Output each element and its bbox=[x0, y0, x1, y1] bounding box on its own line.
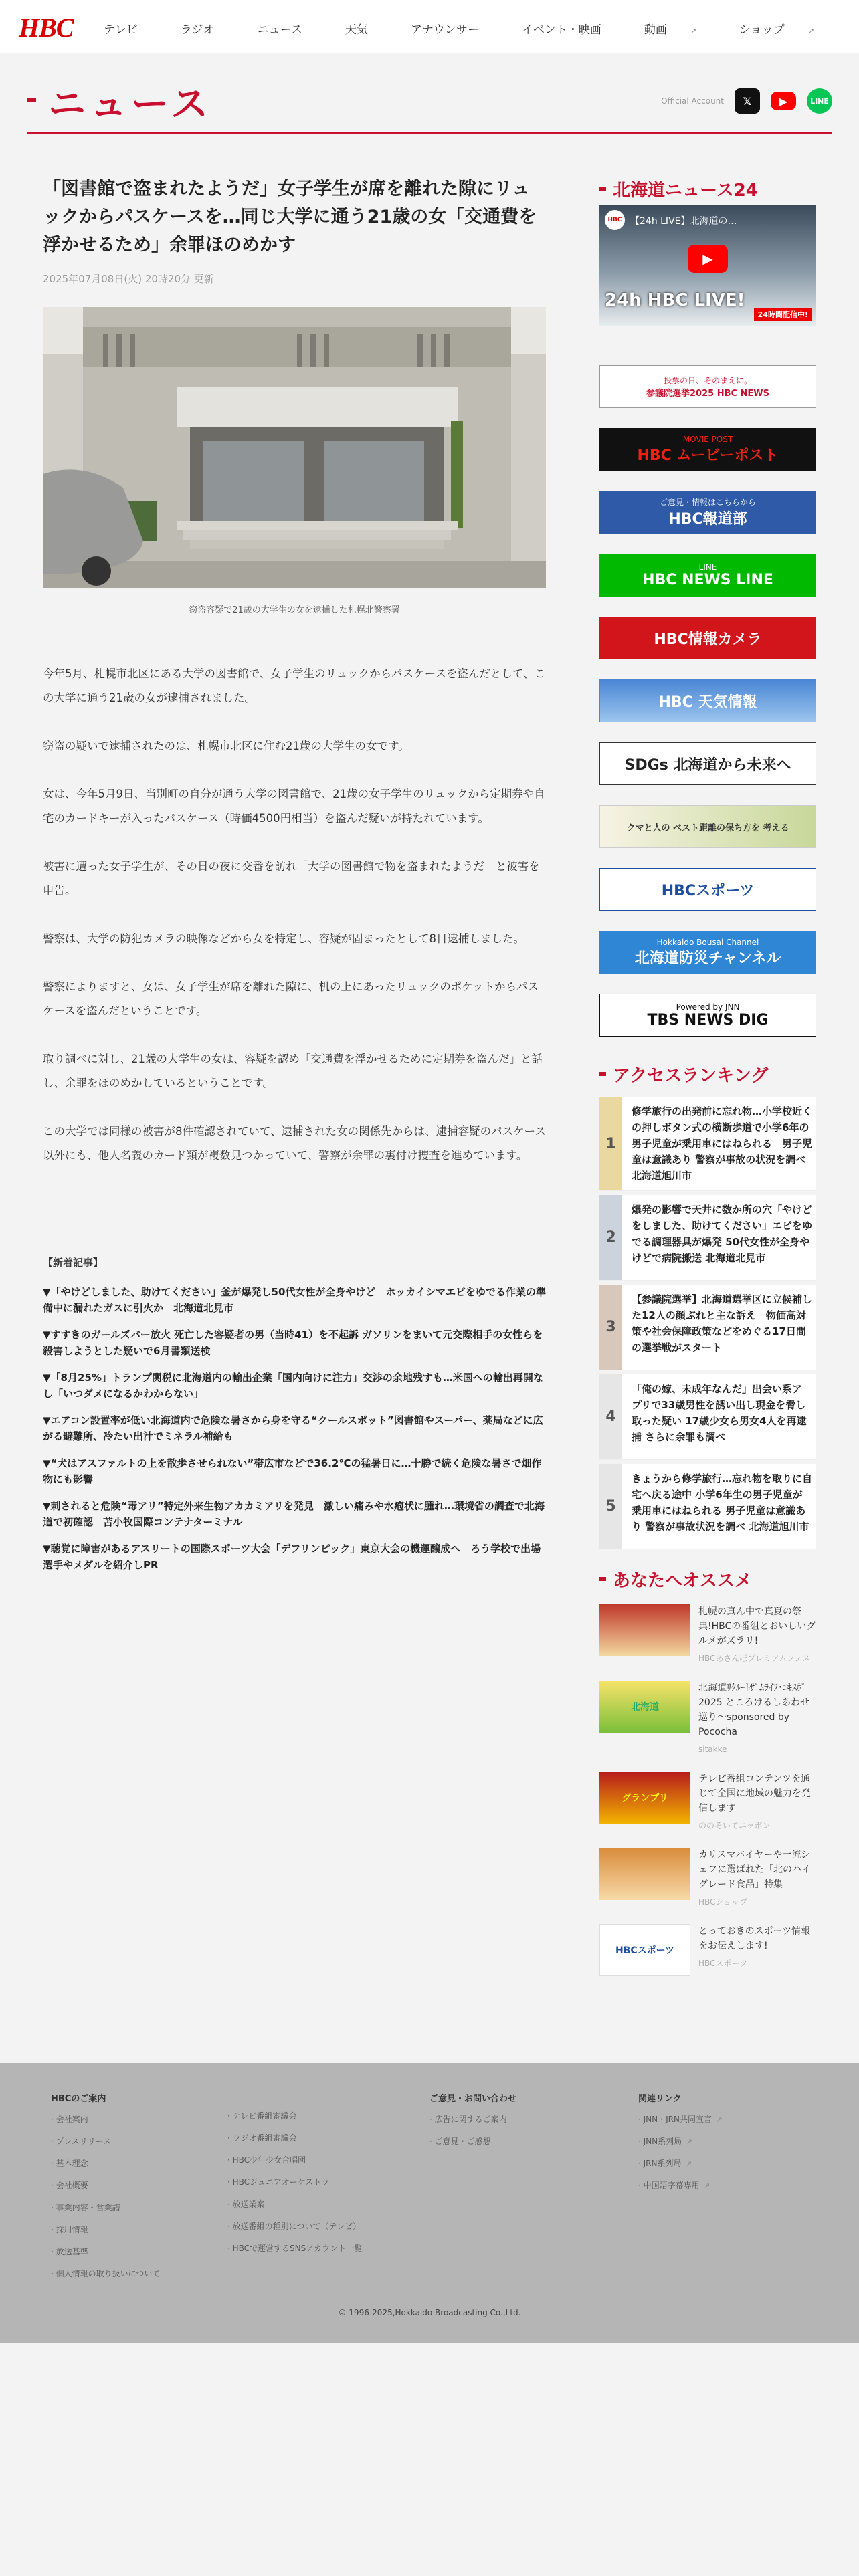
ranking-title: 爆発の影響で天井に数か所の穴「やけどをしました、助けてください」エビをゆでる調理器具が爆発 50代女性が全身やけどで病院搬送 北海道北見市 bbox=[632, 1204, 813, 1264]
ranking-title: きょうから修学旅行…忘れ物を取りに自宅へ戻る途中 小学6年生の男子児童が乗用車にはねられる 男子児童は意識あり 警察が事故状況を調べ 北海道旭川市 bbox=[632, 1473, 813, 1533]
nav-label: テレビ bbox=[104, 23, 138, 37]
banner-sub: ご意見・情報はこちらから bbox=[659, 498, 756, 507]
footer-link-label: 基本理念 bbox=[56, 2159, 88, 2168]
police-station-image bbox=[43, 307, 546, 588]
live-video-thumbnail[interactable] bbox=[599, 205, 816, 326]
footer-link[interactable]: · HBCで運営するSNSアカウント一覧 bbox=[227, 2244, 363, 2253]
nav-item[interactable] bbox=[258, 20, 324, 37]
recommend-title: 札幌の真ん中で真夏の祭典!HBCの番組とおいしいグルメがズラリ! bbox=[698, 1606, 816, 1646]
sidebar-banner[interactable] bbox=[599, 931, 816, 974]
recommend-text bbox=[690, 1924, 816, 1976]
article-paragraph: この大学では同様の被害が8件確認されていて、逮捕された女の関係先からは、逮捕容疑のパスケース以外にも、他人名義のカード類が複数見つかっていて、警察が余罪の裏付け捜査を進めています。 bbox=[43, 1125, 546, 1162]
external-link-icon: ↗ bbox=[807, 27, 814, 35]
official-accounts bbox=[661, 88, 832, 114]
article-paragraph: 女は、今年5月9日、当別町の自分が通う大学の図書館で、21歳の女子学生のリュックから定期券や自宅のカードキーが入ったパスケース（時価4500円相当）を盗んだ疑いが持たれています。 bbox=[43, 788, 545, 825]
banner-sub: 投票の日、そのまえに。 bbox=[663, 376, 752, 385]
recommend-thumbnail bbox=[599, 1848, 690, 1900]
sidebar-banner[interactable] bbox=[599, 742, 816, 785]
recommend-thumbnail bbox=[599, 1681, 690, 1733]
hbc-logo[interactable]: HBC bbox=[19, 13, 74, 43]
channel-avatar: HBC bbox=[605, 210, 625, 230]
article-paragraph: 警察は、大学の防犯カメラの映像などから女を特定し、容疑が固まったとして8日逮捕しました。 bbox=[43, 932, 524, 945]
footer-link-label: 放送番組の種別について（テレビ） bbox=[232, 2222, 361, 2231]
thumbnail-label: グランプリ bbox=[622, 1793, 668, 1804]
footer-link-label: JNN系列局 bbox=[643, 2137, 682, 2146]
article-date: 2025年07月08日(火) 20時20分 更新 bbox=[43, 273, 214, 285]
recommend-thumbnail bbox=[599, 1772, 690, 1824]
footer-link[interactable]: · テレビ番組審議会 bbox=[227, 2111, 297, 2121]
thumbnail-label: 北海道 bbox=[631, 1702, 659, 1713]
footer-link-label: 採用情報 bbox=[56, 2225, 88, 2234]
banner-sub: Hokkaido Bousai Channel bbox=[656, 937, 759, 947]
sidebar-banner[interactable] bbox=[599, 617, 816, 659]
banner-sub: Powered by JNN bbox=[676, 1002, 740, 1012]
external-link-icon: ↗ bbox=[690, 27, 697, 35]
article-body bbox=[43, 662, 546, 1168]
nav-item[interactable] bbox=[411, 20, 500, 37]
sidebar-banner[interactable] bbox=[599, 679, 816, 722]
banner-sub: MOVIE POST bbox=[682, 434, 733, 444]
global-nav bbox=[104, 20, 857, 37]
recommend-source: sitakke bbox=[698, 1745, 727, 1754]
copyright: © 1996-2025,Hokkaido Broadcasting Co.,Ltd. bbox=[338, 2308, 521, 2317]
article bbox=[43, 175, 546, 1584]
footer-link[interactable]: · JNN・JRN共同宣言 ↗ bbox=[638, 2115, 723, 2124]
nav-label: ショップ bbox=[739, 23, 785, 37]
nav-item[interactable] bbox=[104, 20, 159, 37]
footer-link-label: HBC少年少女合唱団 bbox=[232, 2155, 306, 2165]
footer-link-label: HBCで運営するSNSアカウント一覧 bbox=[232, 2244, 363, 2253]
nav-item[interactable] bbox=[739, 20, 836, 37]
thumbnail-label: HBCスポーツ bbox=[615, 1945, 675, 1956]
recommend-source: HBCスポーツ bbox=[698, 1959, 747, 1968]
recommend-item[interactable] bbox=[599, 1848, 816, 1909]
article-paragraph: 取り調べに対し、21歳の大学生の女は、容疑を認め「交通費を浮かせるために定期券を盗んだ」と話し、余罪をほのめかしているということです。 bbox=[43, 1053, 543, 1089]
nav-label: アナウンサー bbox=[410, 23, 479, 37]
footer-link-label: 広告に関するご案内 bbox=[434, 2115, 507, 2124]
article-photo bbox=[43, 307, 546, 588]
nav-label: イベント・映画 bbox=[521, 23, 601, 37]
banner-label: HBC NEWS LINE bbox=[642, 571, 773, 588]
ranking-number: 3 bbox=[599, 1285, 622, 1370]
new-article-link[interactable]: ▼「やけどしました、助けてください」釜が爆発し50代女性が全身やけど ホッカイシマエビをゆでる作業の準備中に漏れたガスに引火か 北海道北見市 bbox=[43, 1286, 546, 1314]
footer-col-contact bbox=[430, 2091, 516, 2157]
footer-link-label: ご意見・ご感想 bbox=[434, 2137, 491, 2146]
footer-link[interactable]: · ラジオ番組審議会 bbox=[227, 2133, 297, 2143]
new-article-link[interactable]: ▼“犬はアスファルトの上を散歩させられない”帯広市などで36.2℃の猛暑日に…十勝で続く危険な暑さで畑作物にも影響 bbox=[43, 1457, 542, 1485]
recommend-heading: あなたへオススメ bbox=[599, 1566, 816, 1592]
footer-contact-heading: ご意見・お問い合わせ bbox=[430, 2094, 517, 2104]
article-paragraph: 被害に遭った女子学生が、その日の夜に交番を訪れ「大学の図書館で物を盗まれたようだ」と被害を申告。 bbox=[43, 860, 540, 897]
external-link-icon: ↗ bbox=[683, 2159, 692, 2168]
banner-label: クマと人の ベスト距離の保ち方を 考える bbox=[626, 823, 789, 833]
new-article-link[interactable]: ▼聴覚に障害があるアスリートの国際スポーツ大会「デフリンピック」東京大会の機運醸成へ ろう学校で出場選手やメダルを紹介しPR bbox=[43, 1543, 541, 1571]
footer-link-label: ラジオ番組審議会 bbox=[232, 2133, 297, 2143]
footer-link-label: テレビ番組審議会 bbox=[232, 2111, 297, 2121]
recommend-text bbox=[690, 1604, 816, 1666]
ranking-item[interactable] bbox=[599, 1195, 816, 1281]
footer-link-label: 会社概要 bbox=[56, 2181, 88, 2190]
heading-accent bbox=[27, 98, 36, 102]
sidebar-banner[interactable] bbox=[599, 805, 816, 848]
banner-label: 参議院選挙2025 HBC NEWS bbox=[646, 389, 770, 399]
ranking-title: 【参議院選挙】北海道選挙区に立候補した12人の顔ぶれと主な訴え 物価高対策や社会保障政策などをめぐる17日間の選挙戦がスタート bbox=[632, 1293, 813, 1354]
footer-link-label: プレスリリース bbox=[56, 2137, 112, 2146]
video-title: 【24h LIVE】北海道の… bbox=[630, 216, 737, 227]
site-header bbox=[0, 0, 859, 53]
footer-link[interactable]: · JRN系列局 ↗ bbox=[638, 2159, 692, 2168]
external-link-icon: ↗ bbox=[701, 2181, 710, 2190]
article-paragraph: 今年5月、札幌市北区にある大学の図書館で、女子学生のリュックからパスケースを盗んだとして、この大学に通う21歳の女が逮捕されました。 bbox=[43, 667, 546, 704]
ranking-title: 「俺の嫁、未成年なんだ」出会い系アプリで33歳男性を誘い出し現金を脅し取った疑い 17歳少女ら男女4人を再逮捕 さらに余罪も調べ bbox=[632, 1383, 807, 1443]
banner-sub: LINE bbox=[698, 562, 717, 572]
site-footer bbox=[0, 2063, 859, 2343]
footer-link[interactable]: · 放送基準 bbox=[51, 2247, 88, 2256]
ranking-list bbox=[599, 1097, 816, 1549]
page-heading-area bbox=[27, 79, 832, 134]
recommend-title: テレビ番組コンテンツを通じて全国に地域の魅力を発信します bbox=[698, 1774, 811, 1814]
x-icon[interactable]: 𝕏 bbox=[735, 88, 760, 114]
nav-label: ニュース bbox=[257, 23, 302, 37]
recommend-source: ののそいてニッポン bbox=[698, 1821, 771, 1830]
footer-link-label: 放送基準 bbox=[56, 2247, 88, 2256]
footer-link[interactable]: · HBCジュニアオーケストラ bbox=[227, 2177, 330, 2187]
youtube-icon[interactable]: ▶ bbox=[771, 92, 796, 110]
recommend-thumbnail bbox=[599, 1924, 690, 1976]
banner-label: HBC 天気情報 bbox=[658, 693, 757, 711]
footer-link[interactable]: · 中国語字幕専用 ↗ bbox=[638, 2181, 710, 2190]
new-articles bbox=[43, 1255, 546, 1573]
footer-link-label: 中国語字幕専用 bbox=[643, 2181, 700, 2190]
banner-label: HBC報道部 bbox=[668, 511, 747, 528]
nav-item[interactable] bbox=[181, 20, 236, 37]
recommend-list bbox=[599, 1604, 816, 1976]
article-paragraph: 警察によりますと、女は、女子学生が席を離れた隙に、机の上にあったリュックのポケットからパスケースを盗んだということです。 bbox=[43, 980, 539, 1017]
photo-caption: 窃盗容疑で21歳の大学生の女を逮捕した札幌北警察署 bbox=[189, 605, 400, 615]
footer-about-heading: HBCのご案内 bbox=[51, 2094, 106, 2104]
footer-col-about bbox=[51, 2091, 160, 2290]
ranking-heading: アクセスランキング bbox=[599, 1061, 816, 1087]
recommend-item[interactable] bbox=[599, 1604, 816, 1666]
new-articles-heading: 【新着記事】 bbox=[43, 1257, 104, 1269]
footer-link[interactable]: · 広告に関するご案内 bbox=[430, 2115, 507, 2124]
ranking-item[interactable] bbox=[599, 1374, 816, 1460]
nav-item[interactable] bbox=[644, 20, 718, 37]
recommend-title: カリスマバイヤーや一流シェフに選ばれた「北のハイグレード食品」特集 bbox=[698, 1850, 811, 1890]
recommend-text bbox=[690, 1848, 816, 1909]
banner-label: HBC ムービーポスト bbox=[637, 447, 779, 464]
footer-col-about-2 bbox=[227, 2110, 362, 2264]
news24-heading: 北海道ニュース24 bbox=[599, 175, 816, 202]
footer-link-label: JRN系列局 bbox=[643, 2159, 682, 2168]
ranking-item[interactable] bbox=[599, 1285, 816, 1370]
footer-link[interactable]: · 放送番組の種別について（テレビ） bbox=[227, 2222, 361, 2231]
nav-label: ラジオ bbox=[180, 23, 215, 37]
footer-link[interactable]: · 基本理念 bbox=[51, 2159, 88, 2168]
page-title: ニュース bbox=[48, 83, 213, 126]
sidebar-banner[interactable] bbox=[599, 994, 816, 1037]
recommend-source: HBCあさんぽプレミアムフェス bbox=[698, 1654, 811, 1663]
ranking-number: 2 bbox=[599, 1195, 622, 1280]
ranking-number: 1 bbox=[599, 1097, 622, 1190]
official-account-label: Official Account bbox=[661, 96, 724, 106]
footer-link-label: 放送業案 bbox=[232, 2199, 265, 2209]
recommend-item[interactable] bbox=[599, 1772, 816, 1833]
sidebar-banner[interactable] bbox=[599, 428, 816, 471]
recommend-item[interactable] bbox=[599, 1681, 816, 1757]
footer-link[interactable]: · プレスリリース bbox=[51, 2137, 112, 2146]
ranking-title: 修学旅行の出発前に忘れ物…小学校近くの押しボタン式の横断歩道で小学6年の男子児童が乗用車にはねられる 男子児童は意識あり 警察が事故の状況を調べ 北海道旭川市 bbox=[632, 1105, 813, 1182]
live-badge: 24時間配信中! bbox=[754, 308, 812, 321]
recommend-text bbox=[690, 1681, 816, 1757]
sidebar bbox=[599, 175, 816, 1991]
footer-link[interactable]: · 放送業案 bbox=[227, 2199, 265, 2209]
nav-item[interactable] bbox=[345, 20, 389, 37]
banner-label: HBC情報カメラ bbox=[654, 631, 762, 648]
nav-label: 天気 bbox=[345, 23, 368, 37]
footer-link-label: 事業内容・営業譜 bbox=[56, 2203, 120, 2212]
nav-item[interactable] bbox=[522, 20, 623, 37]
footer-link[interactable]: · JNN系列局 ↗ bbox=[638, 2137, 692, 2146]
play-icon[interactable]: ▶ bbox=[688, 245, 728, 273]
ranking-item[interactable] bbox=[599, 1097, 816, 1191]
footer-link[interactable]: · 会社案内 bbox=[51, 2115, 88, 2124]
sidebar-banner[interactable] bbox=[599, 365, 816, 408]
banner-label: HBCスポーツ bbox=[661, 882, 755, 899]
recommend-item[interactable] bbox=[599, 1924, 816, 1976]
footer-link[interactable]: · 会社概要 bbox=[51, 2181, 88, 2190]
footer-links-heading: 関連リンク bbox=[638, 2094, 682, 2104]
external-link-icon: ↗ bbox=[714, 2115, 723, 2124]
recommend-source: HBCショップ bbox=[698, 1897, 748, 1907]
footer-link[interactable]: · ご意見・ご感想 bbox=[430, 2137, 491, 2146]
recommend-thumbnail bbox=[599, 1604, 690, 1656]
sidebar-banner[interactable] bbox=[599, 868, 816, 911]
banner-label: 北海道防災チャンネル bbox=[634, 950, 781, 967]
ranking-number: 5 bbox=[599, 1464, 622, 1549]
new-article-link[interactable]: ▼すすきのガールズバー放火 死亡した容疑者の男（当時41）を不起訴 ガソリンをまいて元交際相手の女性らを殺害しようとした疑いで6月書類送検 bbox=[43, 1329, 543, 1357]
line-icon[interactable]: LINE bbox=[807, 88, 832, 114]
article-paragraph: 窃盗の疑いで逮捕されたのは、札幌市北区に住む21歳の大学生の女です。 bbox=[43, 740, 409, 752]
new-article-link[interactable]: ▼「8月25%」トランプ関税に北海道内の輸出企業「国内向けに注力」交渉の余地残すも…米国への輸出再開なし「いつダメになるかわからない」 bbox=[43, 1372, 543, 1400]
banner-label: SDGs 北海道から未来へ bbox=[624, 756, 791, 774]
video-big-text: 24h HBC LIVE! bbox=[605, 290, 745, 310]
footer-link-label: 会社案内 bbox=[56, 2115, 88, 2124]
ranking-number: 4 bbox=[599, 1374, 622, 1459]
new-article-link[interactable]: ▼刺されると危険“毒アリ”特定外来生物アカカミアリを発見 激しい痛みや水疱状に腫れ…環境省の調査で北海道で初確認 苫小牧国際コンテナターミナル bbox=[43, 1500, 545, 1528]
article-title: 「図書館で盗まれたようだ」女子学生が席を離れた隙にリュックからパスケースを…同じ大学に通う21歳の女「交通費を浮かせるため」余罪ほのめかす bbox=[43, 179, 537, 255]
recommend-title: 北海道ﾘｸﾙｰﾄｻﾞﾑﾗｲﾌ･ｴｷｽﾎﾟ2025 ところけるしあわせ巡り～sponsored by Pococha bbox=[698, 1683, 810, 1737]
banner-list bbox=[599, 365, 816, 1037]
ranking-item[interactable] bbox=[599, 1464, 816, 1549]
recommend-title: とっておきのスポーツ情報をお伝えします! bbox=[698, 1926, 811, 1951]
footer-link-label: HBCジュニアオーケストラ bbox=[232, 2177, 330, 2187]
footer-link[interactable]: · 事業内容・営業譜 bbox=[51, 2203, 120, 2212]
footer-link[interactable]: · 採用情報 bbox=[51, 2225, 88, 2234]
banner-label: TBS NEWS DIG bbox=[647, 1011, 769, 1029]
footer-link[interactable]: · HBC少年少女合唱団 bbox=[227, 2155, 306, 2165]
footer-link-label: 個人情報の取り扱いについて bbox=[56, 2269, 161, 2278]
nav-label: 動画 bbox=[644, 23, 667, 37]
sidebar-banner[interactable] bbox=[599, 554, 816, 597]
footer-link[interactable]: · 個人情報の取り扱いについて bbox=[51, 2269, 161, 2278]
footer-link-label: JNN・JRN共同宣言 bbox=[643, 2115, 712, 2124]
new-article-link[interactable]: ▼エアコン設置率が低い北海道内で危険な暑さから身を守る“クールスポット”図書館やスーパー、薬局などに広がる避難所、冷たい出汁でミネラル補給も bbox=[43, 1414, 543, 1442]
sidebar-banner[interactable] bbox=[599, 491, 816, 534]
footer-col-links bbox=[638, 2091, 723, 2202]
recommend-text bbox=[690, 1772, 816, 1833]
external-link-icon: ↗ bbox=[684, 2137, 692, 2146]
